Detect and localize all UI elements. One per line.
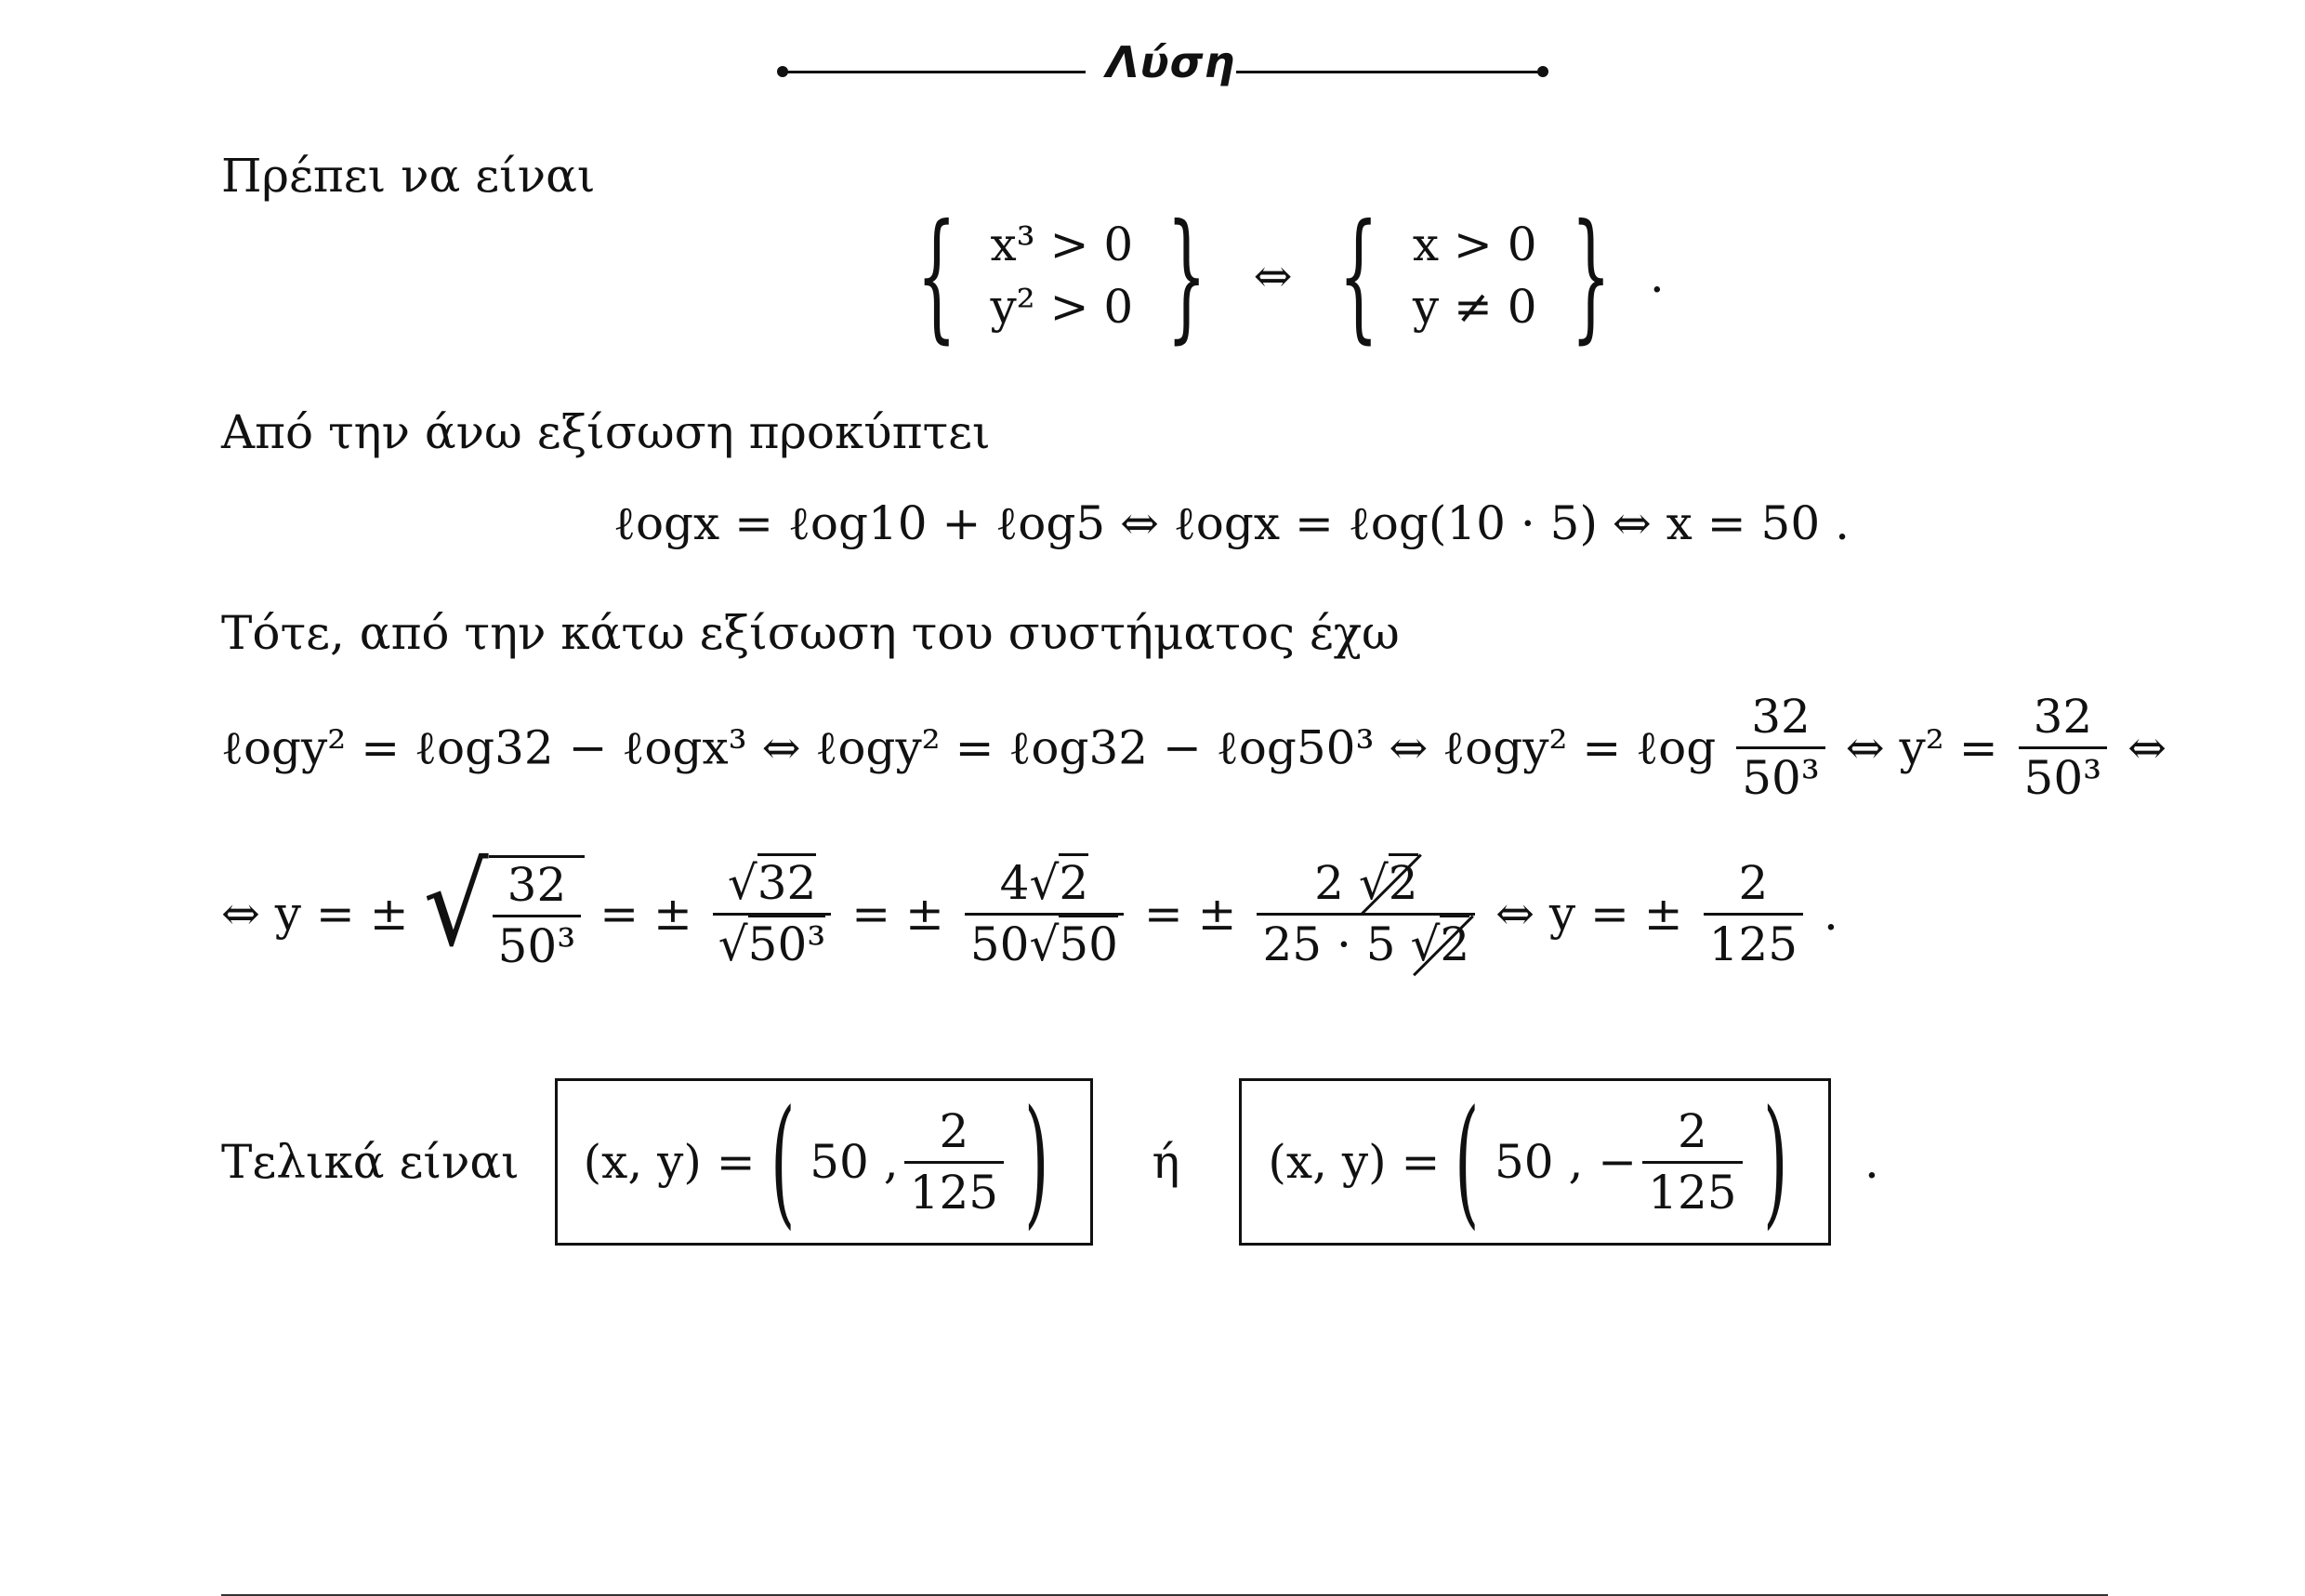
fraction-denominator: 125 <box>1704 913 1803 970</box>
solution2-paren-close: ) <box>1762 1081 1788 1243</box>
step1-equation: ℓogx = ℓog10 + ℓog5 ⇔ ℓogx = ℓog(10 · 5) ⇔ x = 50 . <box>613 496 1850 550</box>
solution1-paren-close: ) <box>1024 1081 1049 1243</box>
left-system <box>892 195 1232 357</box>
intro-text: Πρέπει να είναι <box>221 149 596 203</box>
eq-pm-2: = ± <box>851 887 944 941</box>
right-brace-close: } <box>1570 195 1611 357</box>
domain-conditions <box>892 195 1665 357</box>
solution2-lhs: (x, y) = <box>1268 1135 1441 1189</box>
solution2-fraction <box>1642 1103 1742 1220</box>
final-end: . <box>1864 1135 1879 1189</box>
numerator-coef: 4 <box>999 855 1030 910</box>
fraction-2-over-125 <box>1704 855 1803 971</box>
y-lead: ⇔ y = ± <box>221 887 409 941</box>
fraction-32-over-50-cubed <box>1736 692 1825 804</box>
denominator-coef: 25 · 5 <box>1262 917 1396 971</box>
domain-end: . <box>1649 249 1665 303</box>
title-right-dot <box>1537 66 1548 77</box>
fraction-denominator: 50³ <box>493 915 582 972</box>
y-tail: ⇔ y = ± <box>1495 887 1683 941</box>
solution-title: Λύση <box>1106 37 1236 87</box>
cond-y-nonzero: y ≠ 0 <box>1412 280 1537 334</box>
solution1-x: 50 , <box>810 1135 899 1189</box>
right-brace-open: { <box>1338 195 1379 357</box>
fraction-numerator: 2 <box>939 1103 969 1158</box>
fraction-sqrt32-over-sqrt50cubed: $\frac{√32}{\text{√50³}}$ <box>713 858 832 970</box>
right-system <box>1314 195 1635 357</box>
left-brace-open: { <box>916 195 957 357</box>
fraction-numerator: 32 <box>2033 690 2093 744</box>
fraction-cancel-sqrt2 <box>1257 855 1475 971</box>
step1-text: Από την άνω εξίσωση προκύπτει <box>221 405 991 459</box>
left-brace-close: } <box>1166 195 1207 357</box>
cond-y-squared: y² > 0 <box>990 280 1134 334</box>
cancelled-sqrt-numerator: √2 <box>1359 858 1418 909</box>
or-word: ή <box>1152 1135 1180 1189</box>
log-eq-part2: ⇔ y² = <box>1845 720 1998 775</box>
fraction-denominator: 125 <box>904 1161 1004 1219</box>
numerator-coef: 2 <box>1314 855 1344 910</box>
solution1-lhs: (x, y) = <box>583 1135 756 1189</box>
fraction-denominator: 50³ <box>2019 746 2108 804</box>
eq-pm-3: = ± <box>1143 887 1237 941</box>
fraction-numerator: 2 <box>1738 855 1769 910</box>
step2-text: Τότε, από την κάτω εξίσωση του συστήματος έχω <box>221 606 1400 660</box>
log-equation-line <box>221 692 2167 804</box>
cancelled-sqrt-denominator: √2 <box>1411 919 1470 970</box>
fraction-numerator: 2 <box>1677 1103 1707 1158</box>
y-end: . <box>1823 887 1838 941</box>
fraction-4sqrt2-over-50sqrt50: $\frac{4√2}{50√50}$ <box>965 858 1124 970</box>
title-left-rule <box>783 71 1086 73</box>
title-right-rule <box>1236 71 1543 73</box>
radical-fraction <box>423 839 586 973</box>
solution-box-1 <box>555 1078 1093 1246</box>
numerator-radicand: 2 <box>1059 853 1088 910</box>
fraction-y-squared-value <box>2019 692 2108 804</box>
radical-sign: √ <box>423 839 489 971</box>
log-eq-part1: ℓogy² = ℓog32 − ℓogx³ ⇔ ℓogy² = ℓog32 − ℓog50³ ⇔ ℓogy² = ℓog <box>221 720 1717 775</box>
solution1-fraction <box>904 1103 1004 1220</box>
cond-x-cubed: x³ > 0 <box>990 217 1134 271</box>
solution-box-2 <box>1239 1078 1831 1246</box>
fraction-denominator: 125 <box>1642 1161 1742 1219</box>
fraction-denominator: 50³ <box>1736 746 1825 804</box>
log-eq-part3: ⇔ <box>2127 720 2167 775</box>
solution1-paren-open: ( <box>770 1081 796 1243</box>
solution-title-row <box>0 37 2305 102</box>
fraction-numerator: 32 <box>757 853 817 910</box>
cond-x-positive: x > 0 <box>1412 217 1537 271</box>
fraction-numerator: 32 <box>507 858 567 912</box>
y-solution-line <box>221 839 1838 973</box>
fraction-denominator: 50³ <box>748 915 826 971</box>
fraction-numerator: 32 <box>1751 690 1811 744</box>
iff-symbol: ⇔ <box>1253 249 1293 303</box>
denominator-coef: 50 <box>969 917 1030 971</box>
numerator-radicand: 2 <box>1389 853 1418 910</box>
final-answer-line <box>221 1078 1879 1246</box>
denominator-radicand: 50 <box>1059 915 1118 971</box>
solution2-paren-open: ( <box>1455 1081 1480 1243</box>
denominator-radicand: 2 <box>1440 915 1469 971</box>
final-lead: Τελικά είναι <box>221 1135 520 1189</box>
eq-pm-1: = ± <box>599 887 692 941</box>
solution2-x: 50 , − <box>1494 1135 1638 1189</box>
